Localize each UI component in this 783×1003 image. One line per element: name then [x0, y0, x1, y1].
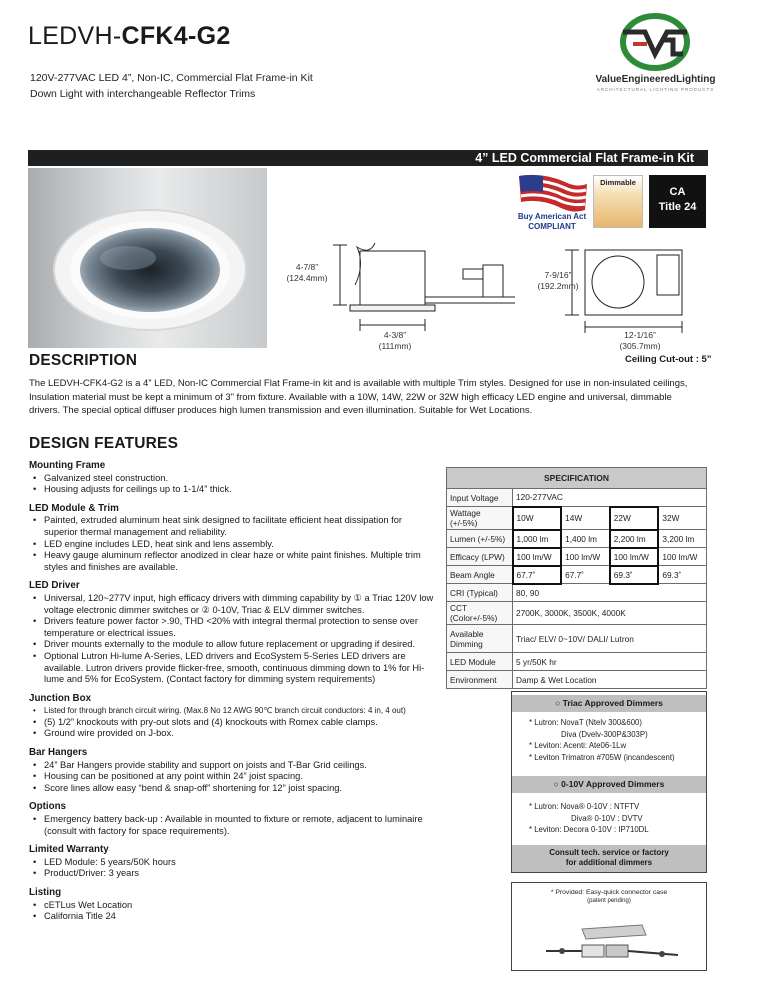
feature-section-title: Options: [29, 801, 67, 813]
spec-value: 1,400 lm: [561, 530, 610, 548]
specification-table: [446, 467, 707, 689]
ca-title24-badge: [649, 175, 706, 228]
spec-value: 100 lm/W: [561, 548, 610, 566]
spec-label: Efficacy (LPW): [447, 548, 513, 566]
subtitle-line-2: Down Light with interchangeable Reflector Trims: [30, 88, 256, 100]
feature-item: • Emergency battery back-up : Available in mounted to fixture or remote, adjacent to luminaire (consult with factory for space requirements).: [33, 814, 437, 837]
ca-line-2: Title 24: [658, 201, 697, 213]
dim-top-height-mm: (192.2mm): [537, 281, 579, 291]
dim-width-mm: (305.7mm): [619, 341, 661, 351]
list-item: * Lutron: Nova® 0-10V : NTFTV: [529, 802, 640, 811]
connector-box: [511, 882, 707, 971]
feature-section-title: LED Driver: [29, 580, 80, 592]
banner-title: 4” LED Commercial Flat Frame-in Kit: [475, 151, 694, 165]
spec-label: Beam Angle: [447, 566, 513, 584]
feature-item: • Housing adjusts for ceilings up to 1-1/4” thick.: [33, 484, 437, 496]
table-row: [447, 671, 707, 689]
spec-label: Environment: [447, 671, 513, 689]
spec-value: 32W: [658, 507, 706, 530]
connector-note: [512, 888, 706, 906]
spec-value: 10W: [513, 507, 562, 530]
spec-label: Lumen (+/-5%): [447, 530, 513, 548]
feature-section-title: Bar Hangers: [29, 747, 88, 759]
spec-value: 22W: [610, 507, 659, 530]
feature-section-title: LED Module & Trim: [29, 502, 119, 514]
feature-item: • Ground wire provided on J-box.: [33, 728, 437, 740]
buy-american-line-1: Buy American Act: [517, 212, 587, 221]
connector-note-sub: (patent pending): [587, 898, 631, 904]
dim-height: [282, 262, 332, 284]
table-row: [447, 584, 707, 602]
dimmers-footer-line-2: for additional dimmers: [565, 858, 653, 867]
dim-depth-mm: (111mm): [378, 341, 412, 351]
spec-label: LED Module: [447, 653, 513, 671]
circle-icon: ○: [555, 698, 563, 708]
spec-value: 2,200 lm: [610, 530, 659, 548]
feature-item: • Heavy gauge aluminum reflector anodized in clear haze or white paint finishes. Multiple trim styles and finishes are available.: [33, 550, 437, 573]
spec-value: 2700K, 3000K, 3500K, 4000K: [513, 602, 707, 625]
ca-line-1: CA: [669, 186, 686, 198]
spec-value: 14W: [561, 507, 610, 530]
buy-american-line-2: COMPLIANT: [528, 222, 576, 231]
logo-brand: ValueEngineeredLighting: [595, 74, 716, 85]
approved-dimmers-box: [511, 691, 707, 873]
dim-depth: [360, 330, 430, 352]
list-item: * Leviton: Acenti: Ate06-1Lw: [529, 741, 627, 750]
dim-width: [600, 330, 680, 352]
table-row: [447, 507, 707, 530]
spec-value: 69.3˚: [658, 566, 706, 584]
v010-heading-text: 0-10V Approved Dimmers: [561, 779, 665, 789]
dim-top-height-in: 7-9/16”: [544, 270, 572, 280]
feature-item: • Drivers feature power factor >.90, THD <20% with integral thermal protection to sense over temperature or electrical issues.: [33, 616, 437, 639]
spec-value: 3,200 lm: [658, 530, 706, 548]
dimmable-badge: [593, 175, 643, 228]
table-row: [447, 653, 707, 671]
list-item: * Leviton Trimatron #705W (incandescent): [529, 752, 675, 762]
connector-image-icon: [542, 915, 682, 967]
dim-depth-in: 4-3/8”: [383, 330, 407, 340]
spec-value: 1,000 lm: [513, 530, 562, 548]
feature-item: • 24” Bar Hangers provide stability and support on joists and T-Bar Grid ceilings.: [33, 760, 437, 772]
spec-value: 5 yr/50K hr: [513, 653, 707, 671]
feature-item: • LED engine includes LED, heat sink and lens assembly.: [33, 539, 437, 551]
v010-dimmer-list: [529, 801, 649, 836]
feature-section-title: Limited Warranty: [29, 844, 109, 856]
connector-note-text: * Provided: Easy-quick connector case: [550, 889, 668, 896]
spec-value: 67.7˚: [561, 566, 610, 584]
description-text: The LEDVH-CFK4-G2 is a 4” LED, Non-IC Commercial Flat Frame-in kit and is available with multiple Trim styles. Designed for use in non-insulated ceilings, Insulation material must be kept a minimum of 3” from fixture. Available with a 10W, 14W, 22W or 32W high efficacy LED engine and universal, dimmable drivers. The special optical diffuser produces high lumen transmission and even illumination. Suitable for Wet Locations.: [29, 378, 688, 416]
table-row: [447, 548, 707, 566]
spec-value: 100 lm/W: [610, 548, 659, 566]
logo-tagline: ARCHITECTURAL LIGHTING PRODUCTS: [596, 87, 715, 92]
table-row: [447, 625, 707, 653]
table-row: [447, 566, 707, 584]
feature-item: • Painted, extruded aluminum heat sink designed to facilitate efficient heat dissipation for superior thermal management and reliability.: [33, 515, 437, 538]
feature-section-title: Mounting Frame: [29, 460, 106, 471]
feature-item: • Driver mounts externally to the module to allow future replacement or upgrading if desired.: [33, 639, 437, 651]
feature-item: • Listed for through branch circuit wiring. (Max.8 No 12 AWG 90℃ branch circuit conductors: 4 in, 4 out): [33, 705, 437, 717]
list-item: * Leviton: Decora 0-10V : IP710DL: [529, 825, 649, 834]
spec-label: Available Dimming: [447, 625, 513, 653]
dim-height-in: 4-7/8”: [295, 262, 319, 272]
design-features-list: [29, 460, 437, 923]
feature-item: • California Title 24: [33, 911, 437, 923]
spec-value: 69.3˚: [610, 566, 659, 584]
feature-item: • Galvanized steel construction.: [33, 473, 437, 485]
feature-item: • Score lines allow easy “bend & snap-off” shortening for 12” joist spacing.: [33, 783, 437, 795]
feature-item: • Product/Driver: 3 years: [33, 868, 437, 880]
feature-item: • (5) 1/2” knockouts with pry-out slots and (4) knockouts with Romex cable clamps.: [33, 717, 437, 729]
triac-heading-text: Triac Approved Dimmers: [562, 698, 663, 708]
title-model: CFK4-G2: [121, 22, 231, 50]
list-item: Diva® 0-10V : DVTV: [571, 813, 643, 823]
spec-value: Triac/ ELV/ 0~10V/ DALI/ Lutron: [513, 625, 707, 653]
feature-item: • LED Module: 5 years/50K hours: [33, 857, 437, 869]
title-prefix: LEDVH-: [28, 22, 122, 50]
description-heading: DESCRIPTION: [29, 352, 138, 369]
list-item: * Lutron: NovaT (Ntelv 300&600): [529, 718, 642, 727]
design-features-heading: DESIGN FEATURES: [29, 435, 179, 452]
feature-item: • Optional Lutron Hi-lume A-Series, LED drivers and EcoSystem 5-Series LED drivers are available. Lutron drivers provide flicker-free, smooth, continuous dimming down to 1% for Hi-lume and 5% for EcoSystem. (Contact factory for dimming system requirements): [33, 651, 437, 686]
circle-icon: ○: [553, 779, 562, 789]
dim-width-in: 12-1/16”: [624, 330, 656, 340]
ceiling-cutout: Ceiling Cut-out : 5”: [625, 354, 712, 365]
product-photo: [28, 168, 267, 348]
dimmers-footer: [512, 845, 706, 872]
table-row: [447, 489, 707, 507]
dimmers-footer-line-1: Consult tech. service or factory: [549, 848, 669, 857]
triac-heading: [512, 695, 706, 712]
product-subtitle: [30, 70, 313, 102]
spec-value: 120-277VAC: [513, 489, 707, 507]
spec-heading: SPECIFICATION: [447, 468, 707, 489]
spec-value: Damp & Wet Location: [513, 671, 707, 689]
spec-value: 80, 90: [513, 584, 707, 602]
spec-value: 67.7˚: [513, 566, 562, 584]
dimmable-label: Dimmable: [600, 178, 636, 187]
feature-section-title: Junction Box: [29, 692, 92, 704]
feature-item: • cETLus Wet Location: [33, 900, 437, 912]
spec-label: Wattage (+/-5%): [447, 507, 513, 530]
subtitle-line-1: 120V-277VAC LED 4”, Non-IC, Commercial Flat Frame-in Kit: [30, 72, 313, 84]
section-banner: [28, 150, 708, 166]
feature-section-title: Listing: [29, 887, 62, 898]
triac-dimmer-list: [529, 717, 675, 763]
downlight-image-icon: [28, 168, 267, 348]
feature-item: • Housing can be positioned at any point within 24” joist spacing.: [33, 771, 437, 783]
table-row: [447, 602, 707, 625]
spec-value: 100 lm/W: [513, 548, 562, 566]
table-row: [447, 530, 707, 548]
spec-label: CCT (Color+/-5%): [447, 602, 513, 625]
spec-label: CRI (Typical): [447, 584, 513, 602]
dim-top-height: [528, 270, 588, 292]
spec-label: Input Voltage: [447, 489, 513, 507]
dim-height-mm: (124.4mm): [286, 273, 328, 283]
v010-heading: [512, 776, 706, 793]
list-item: Diva (Dvelv-300P&303P): [561, 729, 648, 739]
feature-item: • Universal, 120~277V input, high efficacy drivers with dimming capability by ① a Triac 120V low voltage electronic dimmer switches or ② 0-10V, Triac & ELV dimmer switches.: [33, 593, 437, 616]
spec-value: 100 lm/W: [658, 548, 706, 566]
product-title: [28, 22, 231, 51]
